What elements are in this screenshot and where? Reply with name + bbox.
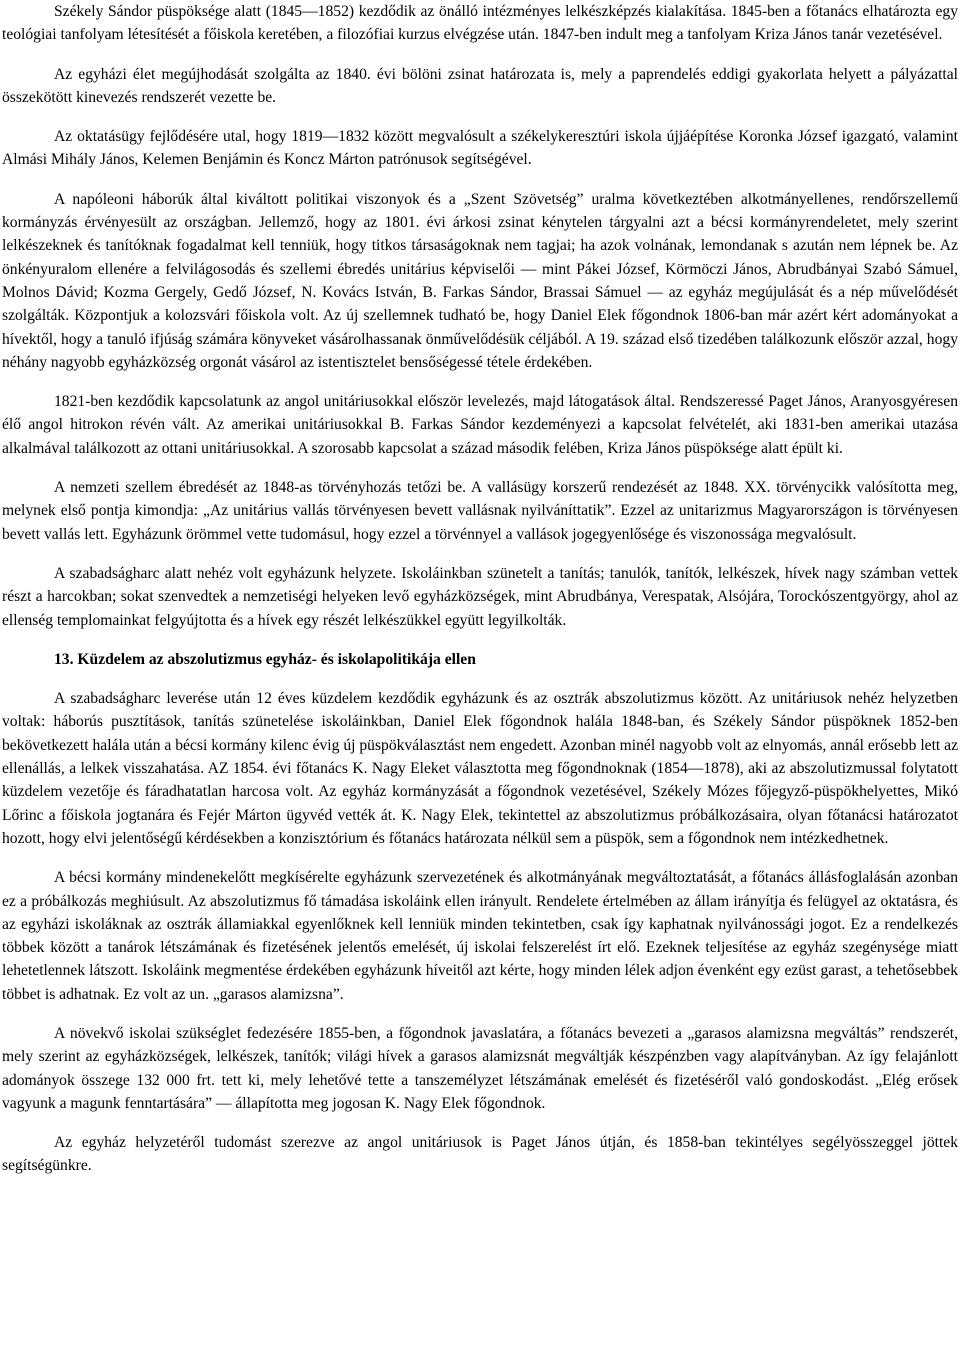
paragraph-oktatasugy: Az oktatásügy fejlődésére utal, hogy 1819—1832 között megvalósult a székelykeresztúri iskola újjáépítése Koronka József igazgató, valamint Almási Mihály János, Kelemen Benjámin és Koncz Márton patrónusok segítségével. [2, 128, 958, 169]
paragraph-szabadsagharc: A szabadságharc alatt nehéz volt egyházunk helyzete. Iskoláinkban szünetelt a tanítás; tanulók, tanítók, lelkészek, hívek nagy számban vettek részt a harcokban; sokat szenvedtek a nemzetiségi helyeken levő egyházközségek, mint Abrudbánya, Verespatak, Alsójára, Torockószentgyörgy, ahol az ellenség templomainkat felgyújtotta és a hívek egy részét lelkészükkel együtt legyilkolták. [2, 564, 958, 629]
paragraph-garasos-alamizsna: A növekvő iskolai szükséglet fedezésére 1855-ben, a főgondnok javaslatára, a főtanács bevezeti a „garasos alamizsna megváltás” rendszerét, mely szerint az egyházközségek, lelkészek, tanítók; világi hívek a garasos alamizsnát megváltják készpénzben vagy alapítványban. Az így felajánlott adományok összege 132 000 frt. tett ki, mely lehetővé tette a tanszemélyzet létszámának emelését és fizetéséről való gondoskodást. „Elég erősek vagyunk a magunk fenntartására” — állapította meg jogosan K. Nagy Elek főgondnok. [2, 1024, 958, 1112]
paragraph-boloni-zsinat: Az egyházi élet megújhodását szolgálta az 1840. évi bölöni zsinat határozata is, mely a paprendelés eddigi gyakorlata helyett a pályázattal összekötött kinevezés rendszerét vezette be. [2, 65, 958, 106]
paragraph-becsi-kormany: A bécsi kormány mindenekelőtt megkísérelte egyházunk szervezetének és alkotmányának megváltoztatását, a főtanács állásfoglalásán azonban ez a próbálkozás meghiúsult. Az abszolutizmus fő támadása iskoláink ellen irányult. Rendelete értelmében az állam irányítja és felügyel az oktatásra, és az egyházi iskoláknak az osztrák államiakkal egyenlőknek kell lenniük minden tekintetben, csak így kaphatnak nyilvánossági jogot. Ez a rendelkezés többek között a tanárok létszámának és fizetésének jelentős emelését, új iskolai felszerelést írt elő. Ezeknek teljesítése az egyház szegénysége miatt lehetetlennek látszott. Iskoláink megmentése érdekében egyházunk híveitől azt kérte, hogy minden lélek adjon évenként egy ezüst garast, a tehetősebbek többet is adhatnak. Ez volt az un. „garasos alamizsna”. [2, 869, 958, 1003]
paragraph-1848-torvenyhozas: A nemzeti szellem ébredését az 1848-as törvényhozás tetőzi be. A vallásügy korszerű rendezését az 1848. XX. törvénycikk valósította meg, melynek első pontja kimondja: „Az unitárius vallás törvényesen bevett vallásnak nyilváníttatik”. Ezzel az unitarizmus Magyarországon is törvényesen bevett vallás lett. Egyházunk örömmel vette tudomásul, hogy ezzel a törvénnyel a vallások jogegyenlősége és viszonossága megvalósult. [2, 479, 958, 543]
paragraph-angol-kapcsolat: 1821-ben kezdődik kapcsolatunk az angol unitáriusokkal először levelezés, majd látogatások által. Rendszeressé Paget János, Aranyosgyéresen élő angol hitrokon révén vált. Az amerikai unitáriusokkal B. Farkas Sándor kezdeményezi a kapcsolat felvételét, aki 1831-ben amerikai utazása alkalmával találkozott az ottani unitáriusokkal. A szorosabb kapcsolat a század második felében, Kriza János püspöksége alatt épült ki. [2, 393, 958, 457]
paragraph-angol-segely: Az egyház helyzetéről tudomást szerezve az angol unitáriusok is Paget János útján, és 1858-ban tekintélyes segélyösszeggel jöttek segítségünkre. [2, 1134, 958, 1175]
paragraph-teologiai-tanfolyam: Székely Sándor püspöksége alatt (1845—1852) kezdődik az önálló intézményes lelkészképzés kialakítása. 1845-ben a főtanács elhatározta egy teológiai tanfolyam létesítését a főiskola keretében, a filozófiai kurzus elvégzése után. 1847-ben indult meg a tanfolyam Kriza János tanár vezetésével. [2, 3, 958, 44]
paragraph-napoleoni-haboruk: A napóleoni háborúk által kiváltott politikai viszonyok és a „Szent Szövetség” uralma következtében alkotmányellenes, rendőrszellemű kormányzás érvényesült az országban. Jellemző, hogy az 1801. évi árkosi zsinat kénytelen tárgyalni azt a bécsi kormányrendeletet, mely szerint lelkészeknek és tanítóknak fogadalmat kell tenniük, hogy titkos társaságoknak nem tagjai; ha azok volnának, lemondanak s azután nem lépnek be. Az önkényuralom ellenére a felvilágosodás és szellemi ébredés unitárius képviselői — mint Pákei József, Körmöczi János, Abrudbányai Szabó Sámuel, Molnos Dávid; Kozma Gergely, Gedő József, N. Kovács István, B. Farkas Sándor, Brassai Sámuel — az egyház megújulását és a nép művelődését szolgálták. Központjuk a kolozsvári főiskola volt. Az új szellemnek tudható be, hogy Daniel Elek főgondnok 1806-ban már azért kért adományokat a hívektől, hogy a tanuló ifjúság számára könyveket vásárolhassanak önművelődésük céljából. A 19. század első tizedében találkozunk először azzal, hogy néhány nagyobb egyházközség orgonát vásárol az istentisztelet bensőségessé tétele érdekében. [2, 190, 958, 371]
section-heading: 13. Küzdelem az abszolutizmus egyház- és iskolapolitikája ellen [54, 650, 476, 668]
paragraph-abszolutizmus-kuzdelem: A szabadságharc leverése után 12 éves küzdelem kezdődik egyházunk és az osztrák abszolutizmus között. Az unitáriusok nehéz helyzetben voltak: háborús pusztítások, tanítás szünetelése iskoláinkban, Daniel Elek főgondnok halála 1848-ban, és Székely Sándor püspöknek 1852-ben bekövetkezett halála után a bécsi kormány kilenc évig új püspökválasztást nem engedett. Azonban minél nagyobb volt az elnyomás, annál erősebb lett az ellenállás, a lelkek visszahatása. AZ 1854. évi főtanács K. Nagy Eleket választotta meg főgondnoknak (1854—1878), aki az abszolutizmussal folytatott küzdelem vezetője és fáradhatatlan harcosa volt. Az egyház kormányzását a főgondnok vezetésével, Székely Mózes főjegyző-püspökhelyettes, Mikó Lőrinc a főiskola jogtanára és Fejér Márton ügyvéd vették át. K. Nagy Elek, tekintettel az abszolutizmus próbálkozásaira, olyan főtanácsi határozatot hozott, hogy elvi jelentőségű kérdésekben a konzisztórium és főtanács határozata nélkül sem a püspök, sem a főgondnok nem intézkedhetnek. [2, 690, 958, 847]
